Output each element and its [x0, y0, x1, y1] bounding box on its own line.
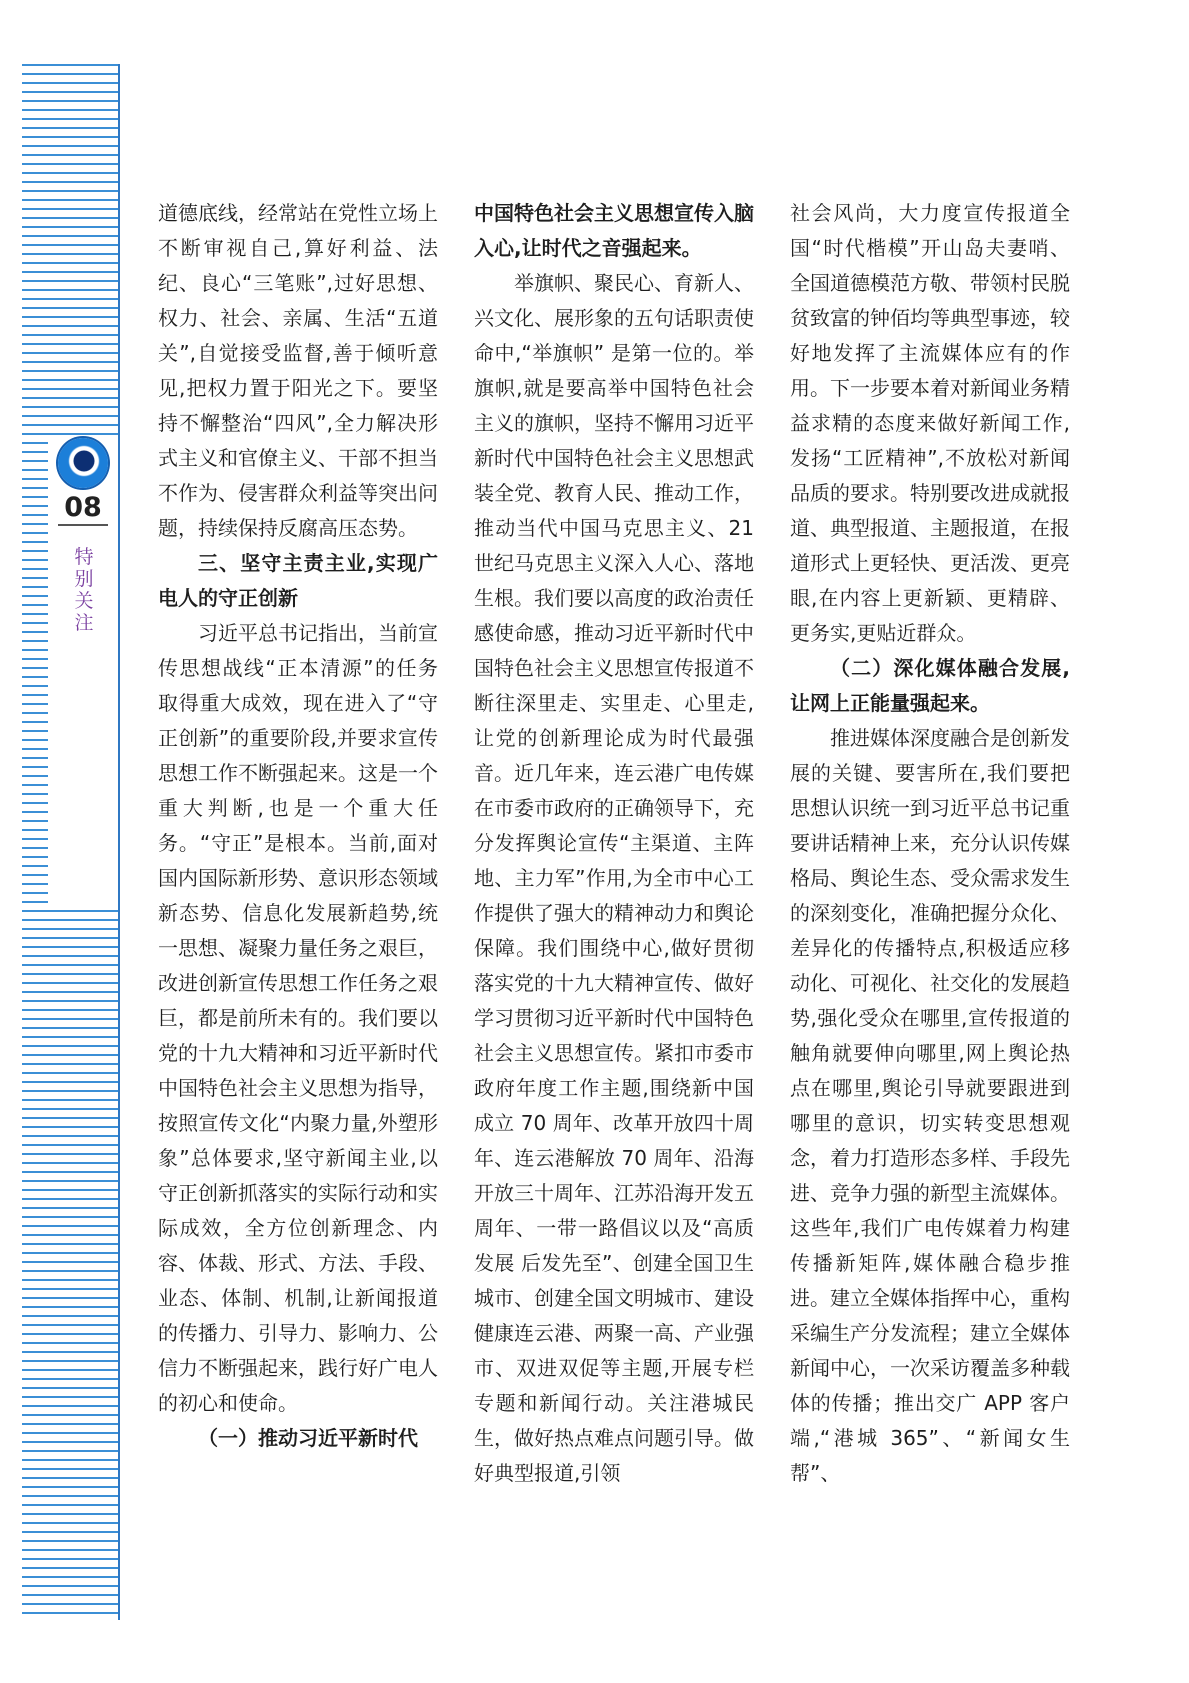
- article-column-1: [158, 196, 438, 1456]
- paragraph: 举旗帜、聚民心、育新人、兴文化、展形象的五句话职责使命中,“举旗帜” 是第一位的。举旗帜,就是要高举中国特色社会主义的旗帜，坚持不懈用习近平新时代中国特色社会主义思想武装全党、教育人民、推动工作，推动当代中国马克思主义、21 世纪马克思主义深入人心、落地生根。我们要以高度的政治责任感使命感，推动习近平新时代中国特色社会主义思想宣传报道不断往深里走、实里走、心里走,让党的创新理论成为时代最强音。近几年来，连云港广电传媒在市委市政府的正确领导下，充分发挥舆论宣传“主渠道、主阵地、主力军”作用,为全市中心工作提供了强大的精神动力和舆论保障。我们围绕中心,做好贯彻落实党的十九大精神宣传、做好学习贯彻习近平新时代中国特色社会主义思想宣传。紧扣市委市政府年度工作主题,围绕新中国成立 70 周年、改革开放四十周年、连云港解放 70 周年、沿海开放三十周年、江苏沿海开发五周年、一带一路倡议以及“高质发展 后发先至”、创建全国卫生城市、创建全国文明城市、建设健康连云港、两聚一高、产业强市、双进双促等主题,开展专栏专题和新闻行动。关注港城民生，做好热点难点问题引导。做好典型报道,引领: [474, 271, 754, 1485]
- section-heading: （一）推动习近平新时代: [198, 1426, 418, 1450]
- page-number: 08: [64, 492, 102, 523]
- paragraph: 推进媒体深度融合是创新发展的关键、要害所在,我们要把思想认识统一到习近平总书记重要讲话精神上来，充分认识传媒格局、舆论生态、受众需求发生的深刻变化，准确把握分众化、差异化的传播特点,积极适应移动化、可视化、社交化的发展趋势,强化受众在哪里,宣传报道的触角就要伸向哪里,网上舆论热点在哪里,舆论引导就要跟进到哪里的意识，切实转变思想观念，着力打造形态多样、手段先进、竞争力强的新型主流媒体。这些年,我们广电传媒着力构建传播新矩阵,媒体融合稳步推进。建立全媒体指挥中心，重构采编生产分发流程；建立全媒体新闻中心，一次采访覆盖多种载体的传播；推出交广 APP 客户端,“港城 365”、“新闻女生帮”、: [790, 726, 1070, 1485]
- sidebar-edge-rule: [118, 64, 120, 1620]
- globe-logo-icon: [58, 438, 108, 488]
- article-column-2: [474, 196, 754, 1491]
- section-heading: 中国特色社会主义思想宣传入脑入心,让时代之音强起来。: [474, 201, 754, 260]
- paragraph: 社会风尚，大力度宣传报道全国“时代楷模”开山岛夫妻哨、全国道德模范方敬、带领村民脱贫致富的钟佰均等典型事迹，较好地发挥了主流媒体应有的作用。下一步要本着对新闻业务精益求精的态度来做好新闻工作,发扬“工匠精神”,不放松对新闻品质的要求。特别要改进成就报道、典型报道、主题报道，在报道形式上更轻快、更活泼、更亮眼,在内容上更新颖、更精辟、更务实,更贴近群众。: [790, 201, 1070, 645]
- paragraph: 道德底线，经常站在党性立场上不断审视自己,算好利益、法纪、良心“三笔账”,过好思想、权力、社会、亲属、生活“五道关”,自觉接受监督,善于倾听意见,把权力置于阳光之下。要坚持不懈整治“四风”,全力解决形式主义和官僚主义、干部不担当不作为、侵害群众利益等突出问题，持续保持反腐高压态势。: [158, 201, 438, 540]
- section-tag: 特别关注: [74, 546, 94, 634]
- section-heading: 三、坚守主责主业,实现广电人的守正创新: [158, 551, 438, 610]
- page-number-rule: [58, 524, 108, 526]
- paragraph: 习近平总书记指出，当前宣传思想战线“正本清源”的任务取得重大成效，现在进入了“守正创新”的重要阶段,并要求宣传思想工作不断强起来。这是一个重大判断,也是一个重大任务。“守正”是根本。当前,面对国内国际新形势、意识形态领域新态势、信息化发展新趋势,统一思想、凝聚力量任务之艰巨，改进创新宣传思想工作任务之艰巨，都是前所未有的。我们要以党的十九大精神和习近平新时代中国特色社会主义思想为指导，按照宣传文化“内聚力量,外塑形象”总体要求,坚守新闻主业,以守正创新抓落实的实际行动和实际成效，全方位创新理念、内容、体裁、形式、方法、手段、业态、体制、机制,让新闻报道的传播力、引导力、影响力、公信力不断强起来，践行好广电人的初心和使命。: [158, 621, 438, 1415]
- article-column-3: [790, 196, 1070, 1491]
- section-heading: （二）深化媒体融合发展,让网上正能量强起来。: [790, 656, 1070, 715]
